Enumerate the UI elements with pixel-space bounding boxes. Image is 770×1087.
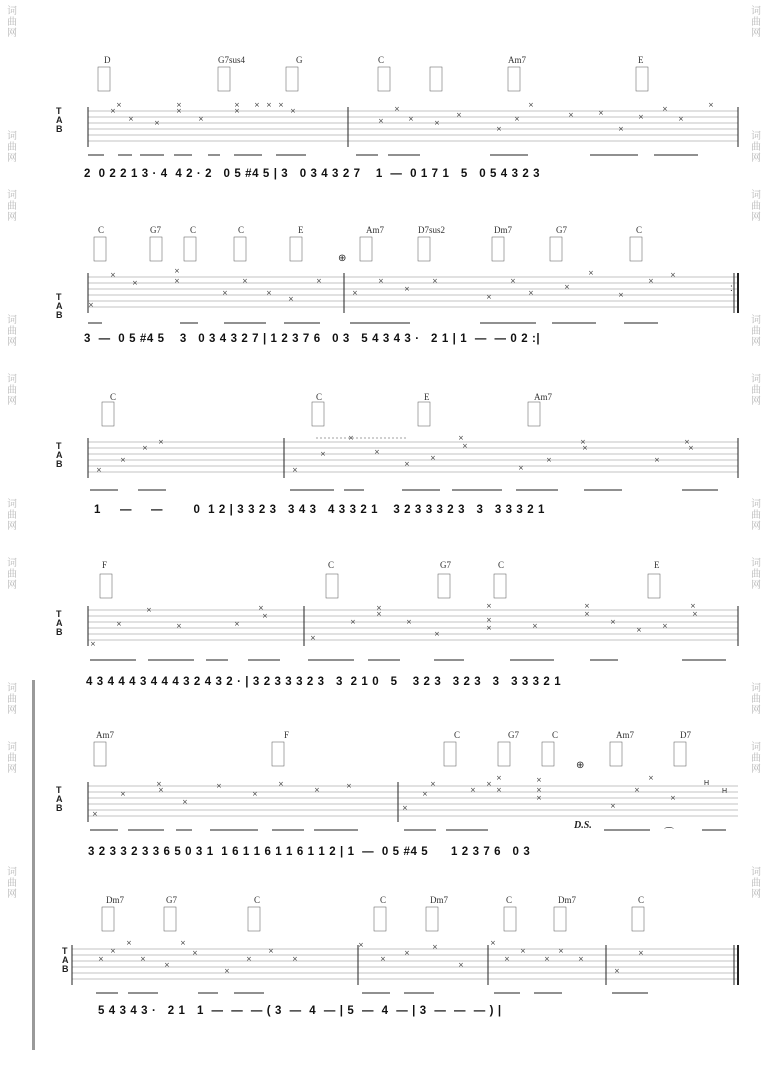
svg-text:×: ×	[496, 774, 502, 782]
svg-text:×: ×	[234, 620, 240, 628]
svg-text:×: ×	[406, 618, 412, 626]
watermark-group: 词 曲 网	[7, 190, 17, 223]
watermark-group: 词 曲 网	[7, 558, 17, 591]
watermark-group: 词 曲 网	[751, 6, 761, 39]
chord-name: C	[552, 730, 559, 740]
svg-text:×: ×	[158, 438, 164, 446]
svg-text:×: ×	[234, 101, 240, 109]
svg-text:×: ×	[92, 810, 98, 818]
hammer-on-mark: H	[722, 788, 728, 795]
svg-text:×: ×	[610, 618, 616, 626]
watermark-group: 词 曲 网	[7, 374, 17, 407]
svg-text:×: ×	[690, 602, 696, 610]
watermark-group: 词 曲 网	[751, 558, 761, 591]
svg-text:×: ×	[404, 460, 410, 468]
chord-name: C	[190, 225, 197, 235]
chord-name: C	[378, 55, 385, 65]
chord-name: Dm7	[106, 895, 124, 905]
svg-text:×: ×	[182, 798, 188, 806]
svg-text:×: ×	[588, 269, 594, 277]
chord-name: G7sus4	[218, 55, 246, 65]
tab-system-4	[56, 560, 740, 688]
svg-text:×: ×	[96, 466, 102, 474]
svg-text:×: ×	[234, 107, 240, 115]
chord-name: G7	[556, 225, 567, 235]
svg-text:×: ×	[278, 780, 284, 788]
svg-text:×: ×	[670, 271, 676, 279]
svg-text:×: ×	[242, 277, 248, 285]
chord-name: Am7	[616, 730, 634, 740]
chord-name: C	[254, 895, 261, 905]
svg-text:×: ×	[486, 602, 492, 610]
tab-clef: T A B	[56, 609, 63, 637]
watermark-group: 词 曲 网	[7, 867, 17, 900]
svg-text:×: ×	[266, 101, 272, 109]
svg-text:×: ×	[320, 450, 326, 458]
hammer-on-mark: H	[704, 780, 710, 787]
svg-text:×: ×	[192, 949, 198, 957]
svg-text:×: ×	[578, 955, 584, 963]
svg-text:×: ×	[358, 941, 364, 949]
chord-name: C	[636, 225, 643, 235]
svg-text:×: ×	[636, 626, 642, 634]
chord-name: G	[296, 55, 303, 65]
watermark-group: 词 曲 网	[751, 683, 761, 716]
svg-text:×: ×	[222, 289, 228, 297]
chord-name: Dm7	[558, 895, 576, 905]
svg-text:×: ×	[514, 115, 520, 123]
svg-text:×: ×	[496, 125, 502, 133]
chord-name: Am7	[96, 730, 114, 740]
svg-text:×: ×	[404, 285, 410, 293]
svg-text:×: ×	[350, 618, 356, 626]
chord-name: C	[454, 730, 461, 740]
svg-text:×: ×	[110, 107, 116, 115]
watermark-group: 词 曲 网	[751, 190, 761, 223]
svg-text:×: ×	[688, 444, 694, 452]
svg-text:×: ×	[582, 444, 588, 452]
svg-text:×: ×	[462, 442, 468, 450]
svg-text:×: ×	[430, 780, 436, 788]
svg-text:×: ×	[158, 786, 164, 794]
svg-text:×: ×	[174, 277, 180, 285]
svg-text:×: ×	[648, 774, 654, 782]
chord-name: D7sus2	[418, 225, 446, 235]
svg-text:×: ×	[98, 955, 104, 963]
chord-name: F	[284, 730, 290, 740]
jianpu-line: 4 3 4 4 4 3 4 4 4 3 2 4 3 2 · | 3 2 3 3 3 2 3 3 2 1 0 5 3 2 3 3 2 3 3 3 3 3 2 1	[86, 676, 562, 688]
svg-text:×: ×	[638, 113, 644, 121]
watermark-group: 词 曲 网	[7, 315, 17, 348]
svg-text:×: ×	[546, 456, 552, 464]
svg-text:×: ×	[564, 283, 570, 291]
svg-text:×: ×	[120, 790, 126, 798]
jianpu-line: 1 — — 0 1 2 | 3 3 2 3 3 4 3 4 3 3 2 1 3 2 3 3 3 2 3 3 3 3 3 2 1	[94, 504, 546, 516]
lyric-line	[98, 188, 269, 201]
svg-text:×: ×	[88, 301, 94, 309]
tab-clef: T A B	[56, 441, 63, 469]
svg-text:×: ×	[258, 604, 264, 612]
watermark-group: 词 曲 网	[751, 867, 761, 900]
jianpu-line: 3 — 0 5 #4 5 3 0 3 4 3 2 7 | 1 2 3 7 6 0 3 5 4 3 4 3 · 2 1 | 1 — — 0 2 :|	[84, 333, 541, 345]
svg-text:×: ×	[684, 438, 690, 446]
tab-clef: T A B	[56, 106, 63, 134]
tab-staff-lines	[58, 895, 740, 1010]
svg-text:×: ×	[678, 115, 684, 123]
svg-text:×: ×	[266, 289, 272, 297]
tab-clef: T A B	[56, 785, 63, 813]
svg-text:×: ×	[380, 955, 386, 963]
svg-text:×: ×	[618, 125, 624, 133]
svg-text:×: ×	[348, 434, 354, 442]
chord-name: E	[298, 225, 304, 235]
watermark-left	[4, 0, 20, 900]
watermark-group: 词 曲 网	[7, 683, 17, 716]
svg-text:×: ×	[458, 434, 464, 442]
svg-text:×: ×	[486, 780, 492, 788]
chord-name: G7	[150, 225, 161, 235]
svg-text:×: ×	[528, 101, 534, 109]
chord-name: F	[102, 560, 108, 570]
tab-staff-lines	[58, 730, 740, 845]
svg-text:×: ×	[110, 271, 116, 279]
svg-text:×: ×	[176, 101, 182, 109]
svg-text:×: ×	[120, 456, 126, 464]
tab-staff-lines	[58, 560, 740, 675]
ds-marking: D.S.	[574, 820, 592, 831]
svg-text:×: ×	[128, 115, 134, 123]
svg-text:×: ×	[458, 961, 464, 969]
svg-text:×: ×	[496, 786, 502, 794]
svg-text:×: ×	[708, 101, 714, 109]
svg-text:×: ×	[174, 267, 180, 275]
svg-text:×: ×	[544, 955, 550, 963]
svg-text:×: ×	[378, 277, 384, 285]
svg-text:×: ×	[254, 101, 260, 109]
watermark-group: 词 曲 网	[751, 742, 761, 775]
svg-text:×: ×	[132, 279, 138, 287]
svg-text:×: ×	[610, 802, 616, 810]
tab-system-5	[56, 730, 740, 858]
svg-text:×: ×	[598, 109, 604, 117]
svg-text:×: ×	[126, 939, 132, 947]
svg-text:×: ×	[376, 610, 382, 618]
segno-icon: ⊕	[338, 253, 347, 264]
svg-text:×: ×	[164, 961, 170, 969]
svg-text:×: ×	[532, 622, 538, 630]
chord-name: C	[638, 895, 645, 905]
chord-name: C	[110, 392, 117, 402]
chord-name: Dm7	[430, 895, 448, 905]
svg-text:×: ×	[216, 782, 222, 790]
svg-text:×: ×	[638, 949, 644, 957]
svg-text:×: ×	[90, 640, 96, 648]
svg-text:×: ×	[490, 939, 496, 947]
watermark-group: 词 曲 网	[751, 374, 761, 407]
svg-text:×: ×	[110, 947, 116, 955]
svg-text:×: ×	[662, 622, 668, 630]
chord-name: E	[424, 392, 430, 402]
tab-system-3	[56, 392, 740, 516]
svg-text:×: ×	[692, 610, 698, 618]
svg-text:×: ×	[278, 101, 284, 109]
tab-system-6	[58, 895, 740, 1015]
svg-text:×: ×	[140, 955, 146, 963]
svg-text:×: ×	[558, 947, 564, 955]
svg-text:×: ×	[180, 939, 186, 947]
chord-name: Dm7	[494, 225, 512, 235]
svg-text:×: ×	[352, 289, 358, 297]
scan-edge-bar	[32, 680, 35, 1050]
svg-text:×: ×	[434, 630, 440, 638]
svg-text:×: ×	[536, 786, 542, 794]
watermark-group: 词 曲 网	[7, 499, 17, 532]
svg-text:×: ×	[486, 293, 492, 301]
watermark-group: 词 曲 网	[751, 315, 761, 348]
svg-text:×: ×	[378, 117, 384, 125]
svg-text:×: ×	[262, 612, 268, 620]
svg-text:×: ×	[662, 105, 668, 113]
svg-text:×: ×	[518, 464, 524, 472]
tab-staff-lines	[58, 392, 740, 507]
tab-staff-lines	[58, 225, 740, 340]
jianpu-line: 2 0 2 2 1 3 · 4 4 2 · 2 0 5 #4 5 | 3 0 3 4 3 2 7 1 — 0 1 7 1 5 0 5 4 3 2 3	[84, 168, 541, 180]
svg-text:×: ×	[290, 107, 296, 115]
svg-text:×: ×	[648, 277, 654, 285]
svg-text:×: ×	[504, 955, 510, 963]
svg-text:×: ×	[536, 794, 542, 802]
svg-text:×: ×	[116, 620, 122, 628]
chord-name: G7	[166, 895, 177, 905]
svg-text:×: ×	[394, 105, 400, 113]
watermark-group: 词 曲 网	[7, 742, 17, 775]
tab-clef: T A B	[56, 292, 63, 320]
fermata-icon: ⌒	[664, 828, 674, 839]
svg-text:×: ×	[430, 454, 436, 462]
tab-system-2	[58, 225, 740, 345]
watermark-group: 词 曲 网	[751, 499, 761, 532]
svg-text:×: ×	[432, 943, 438, 951]
chord-name: E	[638, 55, 644, 65]
svg-text:×: ×	[346, 782, 352, 790]
chord-name: C	[238, 225, 245, 235]
watermark-group: 词 曲 网	[7, 131, 17, 164]
svg-text:×: ×	[510, 277, 516, 285]
svg-text:×: ×	[316, 277, 322, 285]
svg-text:×: ×	[146, 606, 152, 614]
chord-name: G7	[440, 560, 451, 570]
chord-name: D	[104, 55, 111, 65]
svg-text:×: ×	[292, 466, 298, 474]
chord-name: Am7	[508, 55, 526, 65]
svg-text:×: ×	[670, 794, 676, 802]
jianpu-line: 3 2 3 3 2 3 3 6 5 0 3 1 1 6 1 1 6 1 1 6 1 1 2 | 1 — 0 5 #4 5 1 2 3 7 6 0 3	[88, 846, 531, 858]
tab-system-1	[56, 55, 740, 180]
svg-text:×: ×	[142, 444, 148, 452]
svg-text:×: ×	[176, 107, 182, 115]
svg-text:×: ×	[568, 111, 574, 119]
svg-text:×: ×	[154, 119, 160, 127]
svg-text:×: ×	[422, 790, 428, 798]
svg-text:×: ×	[314, 786, 320, 794]
chord-name: C	[380, 895, 387, 905]
svg-text:×: ×	[374, 448, 380, 456]
chord-name: D7	[680, 730, 691, 740]
svg-text:×: ×	[116, 101, 122, 109]
segno-icon: ⊕	[576, 760, 585, 771]
svg-text:×: ×	[310, 634, 316, 642]
jianpu-line: 5 4 3 4 3 · 2 1 1 — — — ( 3 — 4 — | 5 — 4 — | 3 — — — ) |	[98, 1005, 502, 1017]
svg-text:×: ×	[432, 277, 438, 285]
chord-name: C	[506, 895, 513, 905]
chord-name: C	[328, 560, 335, 570]
svg-text:×: ×	[536, 776, 542, 784]
svg-text:×: ×	[198, 115, 204, 123]
svg-text:×: ×	[246, 955, 252, 963]
svg-text:×: ×	[470, 786, 476, 794]
svg-text:×: ×	[252, 790, 258, 798]
svg-text:×: ×	[288, 295, 294, 303]
svg-text:×: ×	[224, 967, 230, 975]
watermark-right	[748, 0, 764, 900]
svg-text:×: ×	[486, 624, 492, 632]
svg-text:×: ×	[176, 622, 182, 630]
svg-text:×: ×	[520, 947, 526, 955]
chord-name: Am7	[534, 392, 552, 402]
svg-text:×: ×	[618, 291, 624, 299]
watermark-group: 词 曲 网	[7, 6, 17, 39]
svg-text:×: ×	[634, 786, 640, 794]
svg-text:×: ×	[614, 967, 620, 975]
svg-text:×: ×	[404, 949, 410, 957]
svg-text:×: ×	[376, 604, 382, 612]
svg-text:×: ×	[408, 115, 414, 123]
svg-text:×: ×	[486, 616, 492, 624]
svg-text:×: ×	[434, 119, 440, 127]
repeat-end-sign: :	[730, 283, 733, 294]
chord-name: C	[98, 225, 105, 235]
tab-clef: T A B	[62, 946, 69, 974]
chord-name: G7	[508, 730, 519, 740]
chord-name: E	[654, 560, 660, 570]
watermark-group: 词 曲 网	[751, 131, 761, 164]
svg-text:×: ×	[456, 111, 462, 119]
svg-text:×: ×	[654, 456, 660, 464]
chord-name: Am7	[366, 225, 384, 235]
tab-staff-lines	[58, 55, 740, 170]
chord-name: C	[498, 560, 505, 570]
svg-text:×: ×	[292, 955, 298, 963]
svg-text:×: ×	[584, 602, 590, 610]
svg-text:×: ×	[528, 289, 534, 297]
chord-name: C	[316, 392, 323, 402]
svg-text:×: ×	[402, 804, 408, 812]
svg-text:×: ×	[156, 780, 162, 788]
svg-text:×: ×	[580, 438, 586, 446]
svg-text:×: ×	[584, 610, 590, 618]
svg-text:×: ×	[268, 947, 274, 955]
